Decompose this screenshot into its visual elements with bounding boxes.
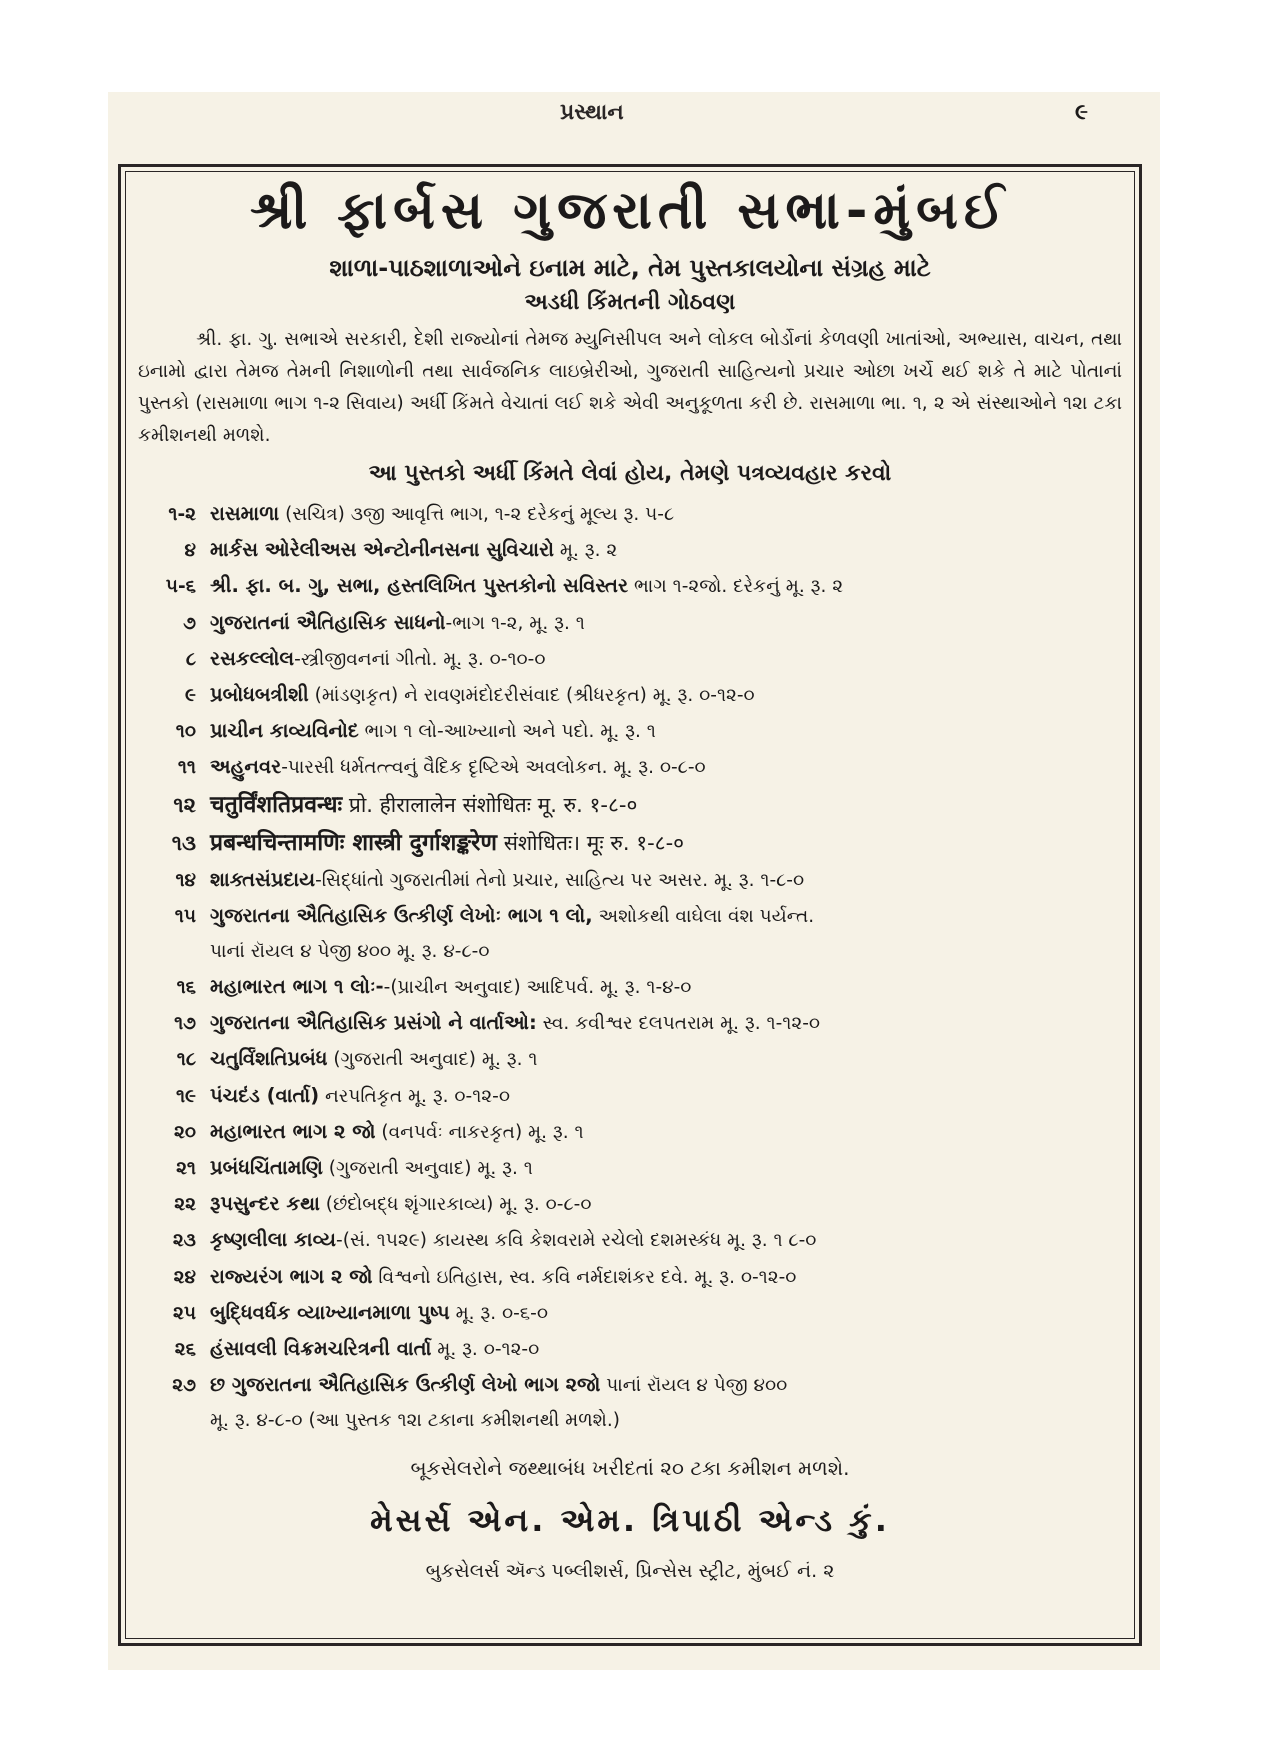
- book-title: મહાભારત ભાગ ૨ જો: [210, 1119, 376, 1143]
- book-details: નરપતિકૃત મૂ. રૂ. ૦-૧૨-૦: [319, 1085, 510, 1107]
- book-title: રાજ્યરંગ ભાગ ૨ જો: [210, 1264, 373, 1288]
- book-number: ૮: [185, 648, 196, 670]
- book-number: ૧૯: [175, 1085, 196, 1107]
- book-number: ૧૨: [173, 792, 196, 817]
- book-title: અહુનવર: [210, 755, 282, 779]
- book-list: [138, 496, 1122, 1438]
- book-title: મહાભારત ભાગ ૧ લોઃ-: [210, 975, 384, 999]
- book-number: ૧૩: [171, 830, 196, 855]
- publisher-address: બુકસેલર્સ ઍન્ડ પબ્લીશર્સ, પ્રિન્સેસ સ્ટ્રીટ, મુંબઈ નં. ૨: [425, 1560, 835, 1583]
- book-number: ૧૧: [177, 757, 196, 779]
- ad-subtitle: શાળા-પાઠશાળાઓને ઇનામ માટે, તેમ પુસ્તકાલયોના સંગ્રહ માટે: [329, 254, 931, 282]
- book-row: [138, 568, 1122, 604]
- commission-note: બૂકસેલરોને જથ્થાબંધ ખરીદતાં ૨૦ ટકા કમીશન મળશે.: [410, 1456, 850, 1481]
- page-number: ૯: [1075, 100, 1089, 125]
- book-details: (છંદોબદ્ધ શૃંગારકાવ્ય) મૂ. રૂ. ૦-૮-૦: [319, 1194, 592, 1216]
- book-title: પંચદંડ (વાર્તા): [210, 1083, 320, 1107]
- book-row: [138, 1150, 1122, 1186]
- book-row: [138, 641, 1122, 677]
- book-title: કૃષ્ણલીલા કાવ્ય: [210, 1228, 337, 1252]
- book-row: [138, 969, 1122, 1005]
- book-details: -(સં. ૧૫૨૯) કાયસ્થ કવિ કેશવરામે રચેલો દશમસ્કંધ મૂ. રૂ. ૧ ૮-૦: [336, 1230, 817, 1252]
- book-details: મૂ. રૂ. ૦-૬-૦: [449, 1302, 548, 1324]
- book-details: -ભાગ ૧-૨, મૂ. રૂ. ૧: [445, 612, 585, 634]
- book-title: ગુજરાતનાં ઐતિહાસિક સાધનો: [210, 610, 446, 634]
- book-details: -પારસી ધર્મતત્ત્વનું વૈદિક દૃષ્ટિએ અવલોકન. મૂ. રૂ. ૦-૮-૦: [281, 757, 706, 779]
- book-details: સ્વ. કવીશ્વર દલપતરામ મૂ. રૂ. ૧-૧૨-૦: [536, 1013, 821, 1035]
- book-row: [138, 1259, 1122, 1295]
- book-title: ગુજરાતના ઐતિહાસિક પ્રસંગો ને વાર્તાઓ:: [210, 1011, 537, 1035]
- book-details: (વનપર્વઃ નાકરકૃત) મૂ. રૂ. ૧: [375, 1121, 584, 1143]
- book-details: -સિદ્ધાંતો ગુજરાતીમાં તેનો પ્રચાર, સાહિત્ય પર અસર. મૂ. રૂ. ૧-૮-૦: [315, 869, 805, 891]
- book-number: ૨૫: [172, 1302, 196, 1324]
- book-details: મૂ. રૂ. ૨: [554, 540, 618, 562]
- ad-subtitle-2: અડધી કિંમતની ગોઠવણ: [524, 290, 736, 315]
- publisher-name: મેસર્સ એન. એમ. ત્રિપાઠી એન્ડ કું.: [370, 1501, 890, 1540]
- book-number: ૧૪: [175, 869, 196, 891]
- book-row: [138, 862, 1122, 898]
- book-title: શ્રી. ફા. બ. ગુ, સભા, હસ્તલિખિત પુસ્તકોનો સવિસ્તર: [210, 574, 629, 598]
- book-details: (ગુજરાતી અનુવાદ) મૂ. રૂ. ૧: [327, 1049, 538, 1071]
- running-head: પ્રસ્થાન: [560, 100, 624, 125]
- book-details: મૂ. રૂ. ૦-૧૨-૦: [431, 1339, 540, 1361]
- book-details: (સચિત્ર) ૩જી આવૃત્તિ ભાગ, ૧-૨ દરેકનું મૂલ્ય રૂ. ૫-૮: [279, 504, 675, 525]
- book-row: [138, 1331, 1122, 1367]
- book-row-continuation: પાનાં રૉયલ ૪ પેજી ૪૦૦ મૂ. રૂ. ૪-૮-૦: [210, 941, 490, 963]
- book-number: ૨૬: [174, 1339, 196, 1361]
- book-number: ૧૦: [175, 721, 196, 743]
- book-row: [138, 1005, 1122, 1041]
- book-number: ૧-૨: [168, 504, 196, 525]
- book-details: -(પ્રાચીન અનુવાદ) આદિપર્વ. મૂ. રૂ. ૧-૪-૦: [383, 977, 692, 999]
- book-details: પાનાં રૉયલ ૪ પેજી ૪૦૦: [600, 1375, 788, 1397]
- book-number: ૧૭: [174, 1013, 196, 1035]
- book-number: ૨૪: [173, 1266, 196, 1288]
- ad-content: [138, 178, 1122, 1592]
- book-row: [138, 1114, 1122, 1150]
- book-row: [138, 1078, 1122, 1114]
- book-title: ગુજરાતના ઐતિહાસિક ઉત્કીર્ણ લેખોઃ ભાગ ૧ લો,: [210, 903, 593, 927]
- ad-title: શ્રી ફાર્બસ ગુજરાતી સભા-મુંબઈ: [249, 181, 1011, 241]
- book-row: [138, 898, 1122, 934]
- book-details: प्रो. हीरालालेन संशोधितः मू. रु. १-८-०: [342, 792, 638, 817]
- book-title: પ્રબોધબત્રીશી: [210, 683, 309, 707]
- book-details: संशोधितः। मूः रु. १-८-०: [497, 830, 685, 855]
- book-number: ૧૬: [176, 977, 196, 999]
- book-number: ૨૦: [174, 1121, 196, 1143]
- book-title: માર્કસ ઓરેલીઅસ એન્ટોનીનસના સુવિચારો: [210, 538, 555, 562]
- book-row: [138, 786, 1122, 824]
- book-number: ૨૭: [172, 1375, 196, 1397]
- book-number: ૨૧: [176, 1158, 196, 1180]
- book-number: ૫-૬: [165, 576, 196, 598]
- book-row-continuation: મૂ. રૂ. ૪-૮-૦ (આ પુસ્તક ૧૨ા ટકાના કમીશનથી મળશે.): [210, 1410, 621, 1432]
- book-row: [138, 496, 1122, 532]
- book-number: ૪: [184, 540, 196, 562]
- book-title: પ્રાચીન કાવ્યવિનોદ: [210, 719, 359, 743]
- book-details: ભાગ ૧-૨જો. દરેકનું મૂ. રૂ. ૨: [628, 576, 844, 598]
- book-number: ૨૩: [172, 1230, 196, 1252]
- correspondence-note: આ પુસ્તકો અર્ધી કિંમતે લેવાં હોય, તેમણે પત્રવ્યવહાર કરવો: [368, 461, 892, 486]
- book-row: [138, 532, 1122, 568]
- book-title: ચતુર્વિંશતિપ્રબંધ: [210, 1047, 328, 1071]
- book-number: ૨૨: [174, 1194, 196, 1216]
- book-title: રૂપસુન્દર કથા: [210, 1192, 320, 1216]
- book-row: [138, 1041, 1122, 1077]
- book-row: [138, 605, 1122, 641]
- book-row: [138, 1222, 1122, 1258]
- book-details: -સ્ત્રીજીવનનાં ગીતો. મૂ. રૂ. ૦-૧૦-૦: [294, 648, 546, 670]
- book-details: (ગુજરાતી અનુવાદ) મૂ. રૂ. ૧: [322, 1158, 533, 1180]
- book-title: પ્રબંધચિંતામણિ: [210, 1156, 323, 1180]
- book-title: બુદ્ધિવર્ધક વ્યાખ્યાનમાળા પુષ્પ: [210, 1300, 450, 1324]
- book-title: છ ગુજરાતના ઐતિહાસિક ઉત્કીર્ણ લેખો ભાગ ૨જો: [210, 1373, 601, 1397]
- book-row: [138, 677, 1122, 713]
- book-details: (માંડણકૃત) ને રાવણમંદોદરીસંવાદ (શ્રીધરકૃત) મૂ. રૂ. ૦-૧૨-૦: [308, 685, 755, 707]
- book-title: રાસમાળા: [210, 502, 280, 525]
- book-number: ૧૫: [174, 905, 196, 927]
- book-title: હંસાવલી વિક્રમચરિત્રની વાર્તા: [210, 1337, 432, 1361]
- book-number: ૧૮: [176, 1049, 196, 1071]
- intro-paragraph: શ્રી. ફા. ગુ. સભાએ સરકારી, દેશી રાજ્યોનાં તેમજ મ્યુનિસીપલ અને લોકલ બોર્ડોનાં કેળવણી ખાતાંઓ, અભ્યાસ, વાચન, તથા ઇનામો દ્વારા તેમજ તેમની નિશાળોની તથા સાર્વજનિક લાઇબ્રેરીઓ, ગુજરાતી સાહિત્યનો પ્રચાર ઓછા ખર્ચે થઈ શકે તે માટે પોતાનાં પુસ્તકો (રાસમાળા ભાગ ૧-૨ સિવાય) અર્ધી કિંમતે વેચાતાં લઈ શકે એવી અનુકૂળતા કરી છે. રાસમાળા ભા. ૧, ૨ એ સંસ્થાઓને ૧૨ા ટકા કમીશનથી મળશે.: [138, 329, 1122, 446]
- book-title: प्रबन्धचिन्तामणिः शास्त्री दुर्गाशङ्करेण: [210, 829, 498, 856]
- book-row: [138, 824, 1122, 862]
- book-details: વિશ્વનો ઇતિહાસ, સ્વ. કવિ નર્મદાશંકર દવે. મૂ. રૂ. ૦-૧૨-૦: [372, 1266, 797, 1288]
- book-row: [138, 1367, 1122, 1403]
- book-row: [138, 713, 1122, 749]
- book-title: રસકલ્લોલ: [210, 646, 295, 670]
- book-title: चतुर्विंशतिप्रवन्धः: [210, 791, 343, 818]
- book-title: શાક્તસંપ્રદાય: [210, 867, 316, 891]
- book-number: ૯: [185, 685, 196, 707]
- book-row: [138, 1186, 1122, 1222]
- book-number: ૭: [183, 612, 196, 634]
- book-row: [138, 749, 1122, 785]
- book-row: [138, 1295, 1122, 1331]
- book-details: અશોકથી વાઘેલા વંશ પર્યન્ત.: [592, 905, 815, 927]
- book-details: ભાગ ૧ લો-આખ્યાનો અને પદો. મૂ. રૂ. ૧: [358, 721, 656, 743]
